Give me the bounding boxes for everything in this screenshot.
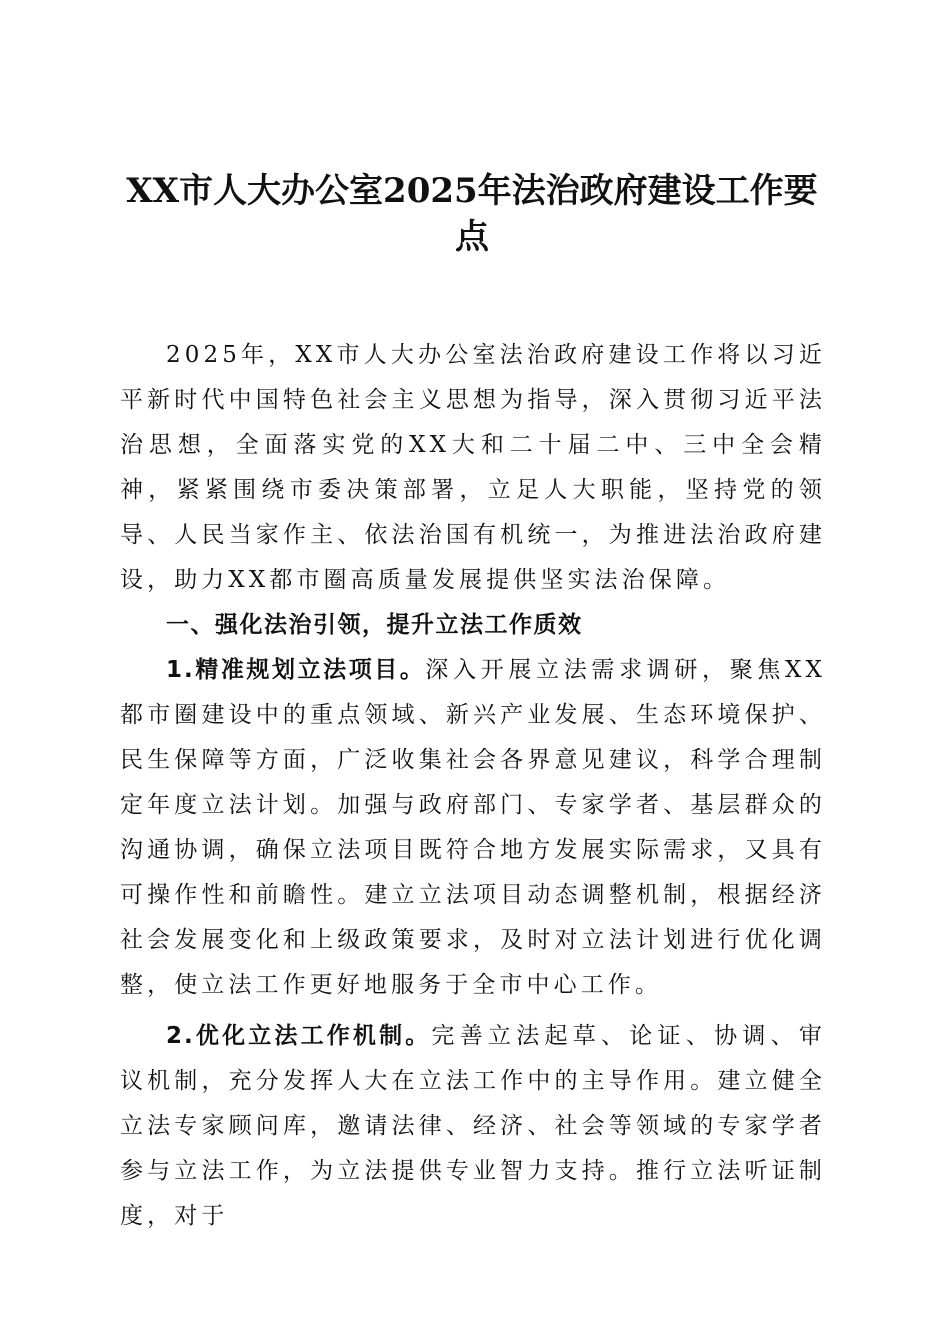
item-lead-2: 2.优化立法工作机制。 bbox=[166, 1023, 432, 1049]
item-lead-1: 1.精准规划立法项目。 bbox=[166, 657, 426, 683]
item-paragraph-1 bbox=[120, 648, 826, 1008]
item-text-1: 深入开展立法需求调研，聚焦XX都市圈建设中的重点领域、新兴产业发展、生态环境保护、民生保障等方面，广泛收集社会各界意见建议，科学合理制定年度立法计划。加强与政府部门、专家学者、基层群众的沟通协调，确保立法项目既符合地方发展实际需求，又具有可操作性和前瞻性。建立立法项目动态调整机制，根据经济社会发展变化和上级政策要求，及时对立法计划进行优化调整，使立法工作更好地服务于全市中心工作。 bbox=[120, 657, 827, 998]
item-text-2: 完善立法起草、论证、协调、审议机制，充分发挥人大在立法工作中的主导作用。建立健全立法专家顾问库，邀请法律、经济、社会等领域的专家学者参与立法工作，为立法提供专业智力支持。推行立法听证制度，对于 bbox=[120, 1023, 826, 1229]
document-body bbox=[120, 333, 826, 1239]
item-paragraph-2 bbox=[120, 1014, 826, 1239]
intro-paragraph: 2025年，XX市人大办公室法治政府建设工作将以习近平新时代中国特色社会主义思想为指导，深入贯彻习近平法治思想，全面落实党的XX大和二十届二中、三中全会精神，紧紧围绕市委决策部署，立足人大职能，坚持党的领导、人民当家作主、依法治国有机统一，为推进法治政府建设，助力XX都市圈高质量发展提供坚实法治保障。 bbox=[120, 342, 826, 593]
section-heading: 一、强化法治引领，提升立法工作质效 bbox=[166, 612, 583, 638]
document-title: XX市人大办公室2025年法治政府建设工作要点 bbox=[126, 171, 818, 257]
